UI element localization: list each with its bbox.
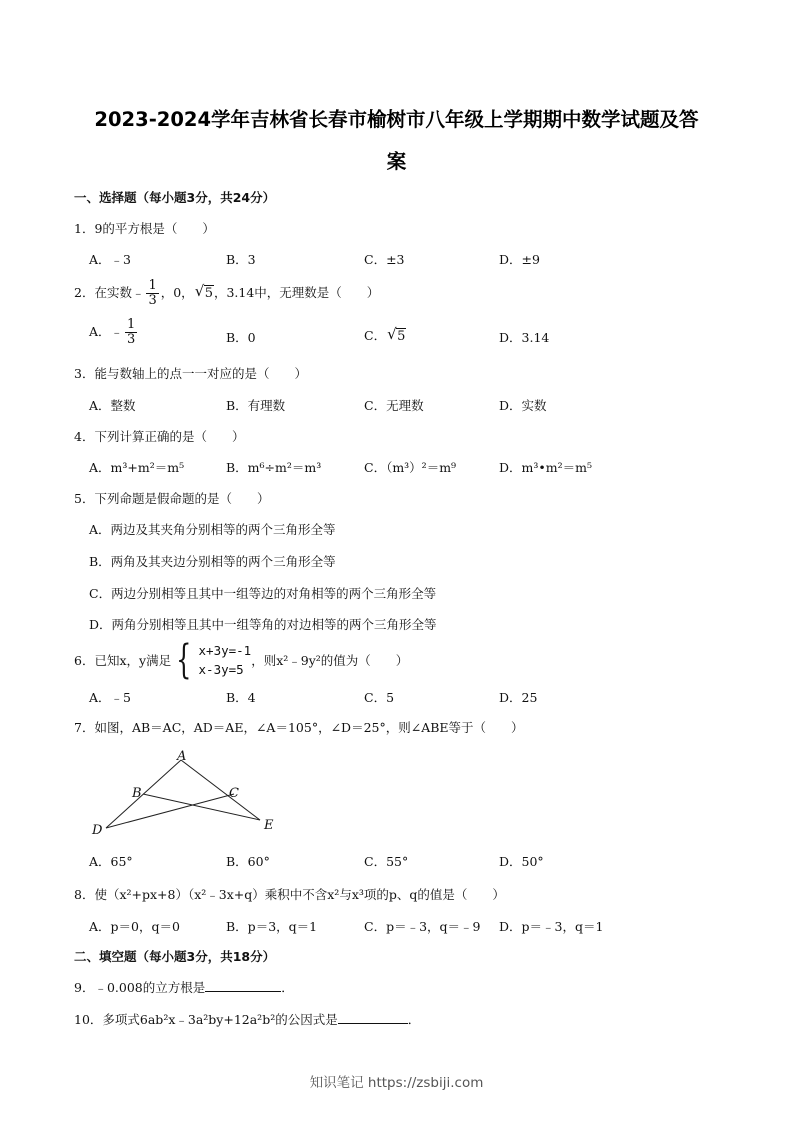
footer-watermark: 知识笔记 https://zsbiji.com bbox=[309, 1075, 484, 1091]
q8-option-a: A．p＝0，q＝0 bbox=[89, 919, 180, 934]
q2-option-a-num: 1 bbox=[127, 317, 136, 332]
q2-option-c-sqrt bbox=[387, 325, 406, 344]
q4-option-c: C．（m³）²＝m⁹ bbox=[364, 460, 457, 475]
q2-fraction bbox=[146, 279, 158, 308]
section-heading-choice: 一、选择题（每小题3分，共24分） bbox=[74, 190, 276, 205]
label-D: D bbox=[92, 823, 103, 838]
label-E: E bbox=[264, 818, 274, 833]
q10-stem-post: ． bbox=[407, 1012, 421, 1027]
question-6-stem bbox=[74, 637, 409, 683]
doc-title-line1: 2023-2024学年吉林省长春市榆树市八年级上学期期中数学试题及答 bbox=[94, 108, 699, 131]
q2-option-a bbox=[89, 318, 139, 347]
q2-sqrt-value: 5 bbox=[204, 286, 213, 301]
q2-option-a-pre: A．﹣ bbox=[89, 324, 124, 339]
q2-option-c-pre: C． bbox=[364, 328, 387, 343]
q9-answer-blank[interactable] bbox=[205, 979, 281, 992]
q2-stem-post: ，3.14中，无理数是（ ） bbox=[213, 285, 380, 300]
q7-option-d: D．50° bbox=[499, 854, 544, 869]
question-4-stem: 4．下列计算正确的是（ ） bbox=[74, 429, 245, 444]
q10-stem-pre: 10．多项式6ab²x﹣3a²by+12a²b²的公因式是 bbox=[74, 1012, 338, 1027]
label-A: A bbox=[177, 749, 187, 764]
triangle-figure bbox=[88, 748, 288, 840]
q3-option-b: B．有理数 bbox=[226, 398, 286, 413]
q2-option-c bbox=[364, 326, 406, 344]
q8-option-d: D．p＝﹣3，q＝1 bbox=[499, 919, 604, 934]
q3-option-c: C．无理数 bbox=[364, 398, 424, 413]
sqrt-icon: √ bbox=[194, 282, 205, 300]
question-5-stem: 5．下列命题是假命题的是（ ） bbox=[74, 491, 270, 506]
q6-stem-post: ，则x²﹣9y²的值为（ ） bbox=[251, 653, 409, 668]
doc-title-line2: 案 bbox=[386, 150, 407, 173]
question-2-stem bbox=[74, 279, 379, 308]
q1-option-a: A．﹣3 bbox=[89, 252, 131, 267]
question-1-stem: 1．9的平方根是（ ） bbox=[74, 221, 215, 236]
q9-stem-pre: 9．﹣0.008的立方根是 bbox=[74, 980, 206, 995]
q4-option-b: B．m⁶÷m²＝m³ bbox=[226, 460, 322, 475]
question-7-stem: 7．如图，AB＝AC，AD＝AE，∠A＝105°，∠D＝25°，则∠ABE等于（ ） bbox=[74, 720, 524, 735]
q2-stem-mid: ，0， bbox=[160, 285, 194, 300]
left-brace-icon: { bbox=[176, 637, 192, 683]
q7-option-c: C．55° bbox=[364, 854, 409, 869]
q2-option-d: D．3.14 bbox=[499, 330, 550, 345]
section-heading-fill: 二、填空题（每小题3分，共18分） bbox=[74, 949, 276, 964]
question-10-stem bbox=[74, 1010, 420, 1028]
q5-option-a: A．两边及其夹角分别相等的两个三角形全等 bbox=[89, 522, 336, 537]
label-B: B bbox=[132, 786, 142, 801]
q6-option-c: C．5 bbox=[364, 690, 395, 705]
q6-equation-1: x+3y=-1 bbox=[198, 643, 252, 658]
q8-option-b: B．p＝3，q＝1 bbox=[226, 919, 318, 934]
q2-stem-pre: 2．在实数﹣ bbox=[74, 285, 145, 300]
q5-option-d: D．两角分别相等且其中一组等角的对边相等的两个三角形全等 bbox=[89, 617, 437, 632]
q1-option-b: B．3 bbox=[226, 252, 256, 267]
q6-equation-system bbox=[171, 637, 252, 683]
q5-option-c: C．两边分别相等且其中一组等边的对角相等的两个三角形全等 bbox=[89, 586, 437, 601]
q2-frac-den: 3 bbox=[148, 293, 157, 308]
q1-option-d: D．±9 bbox=[499, 252, 540, 267]
q2-frac-num: 1 bbox=[148, 278, 157, 293]
q3-option-a: A．整数 bbox=[89, 398, 136, 413]
q2-option-a-den: 3 bbox=[127, 332, 136, 347]
q3-option-d: D．实数 bbox=[499, 398, 547, 413]
q6-equation-2: x-3y=5 bbox=[198, 662, 244, 677]
sqrt-icon: √ bbox=[387, 325, 397, 343]
q2-option-c-value: 5 bbox=[397, 329, 406, 344]
question-9-stem bbox=[74, 978, 294, 996]
q4-option-a: A．m³+m²＝m⁵ bbox=[89, 460, 185, 475]
question-8-stem: 8．使（x²+px+8）（x²﹣3x+q）乘积中不含x²与x³项的p、q的值是（ ） bbox=[74, 887, 505, 902]
q2-option-b: B．0 bbox=[226, 330, 256, 345]
q6-stem-pre: 6．已知x，y满足 bbox=[74, 653, 172, 668]
label-C: C bbox=[229, 786, 239, 801]
q4-option-d: D．m³•m²＝m⁵ bbox=[499, 460, 592, 475]
q9-stem-post: ． bbox=[281, 980, 294, 995]
question-3-stem: 3．能与数轴上的点一一对应的是（ ） bbox=[74, 366, 307, 381]
q6-option-a: A．﹣5 bbox=[89, 690, 131, 705]
q5-option-b: B．两角及其夹边分别相等的两个三角形全等 bbox=[89, 554, 336, 569]
q2-sqrt bbox=[194, 282, 214, 301]
q2-option-a-fraction bbox=[125, 318, 137, 347]
q6-option-b: B．4 bbox=[226, 690, 256, 705]
q8-option-c: C．p＝﹣3，q＝﹣9 bbox=[364, 919, 481, 934]
q6-equations bbox=[199, 641, 252, 679]
q7-option-a: A．65° bbox=[89, 854, 133, 869]
q6-option-d: D．25 bbox=[499, 690, 538, 705]
q1-option-c: C．±3 bbox=[364, 252, 405, 267]
q10-answer-blank[interactable] bbox=[338, 1011, 408, 1024]
q7-option-b: B．60° bbox=[226, 854, 270, 869]
